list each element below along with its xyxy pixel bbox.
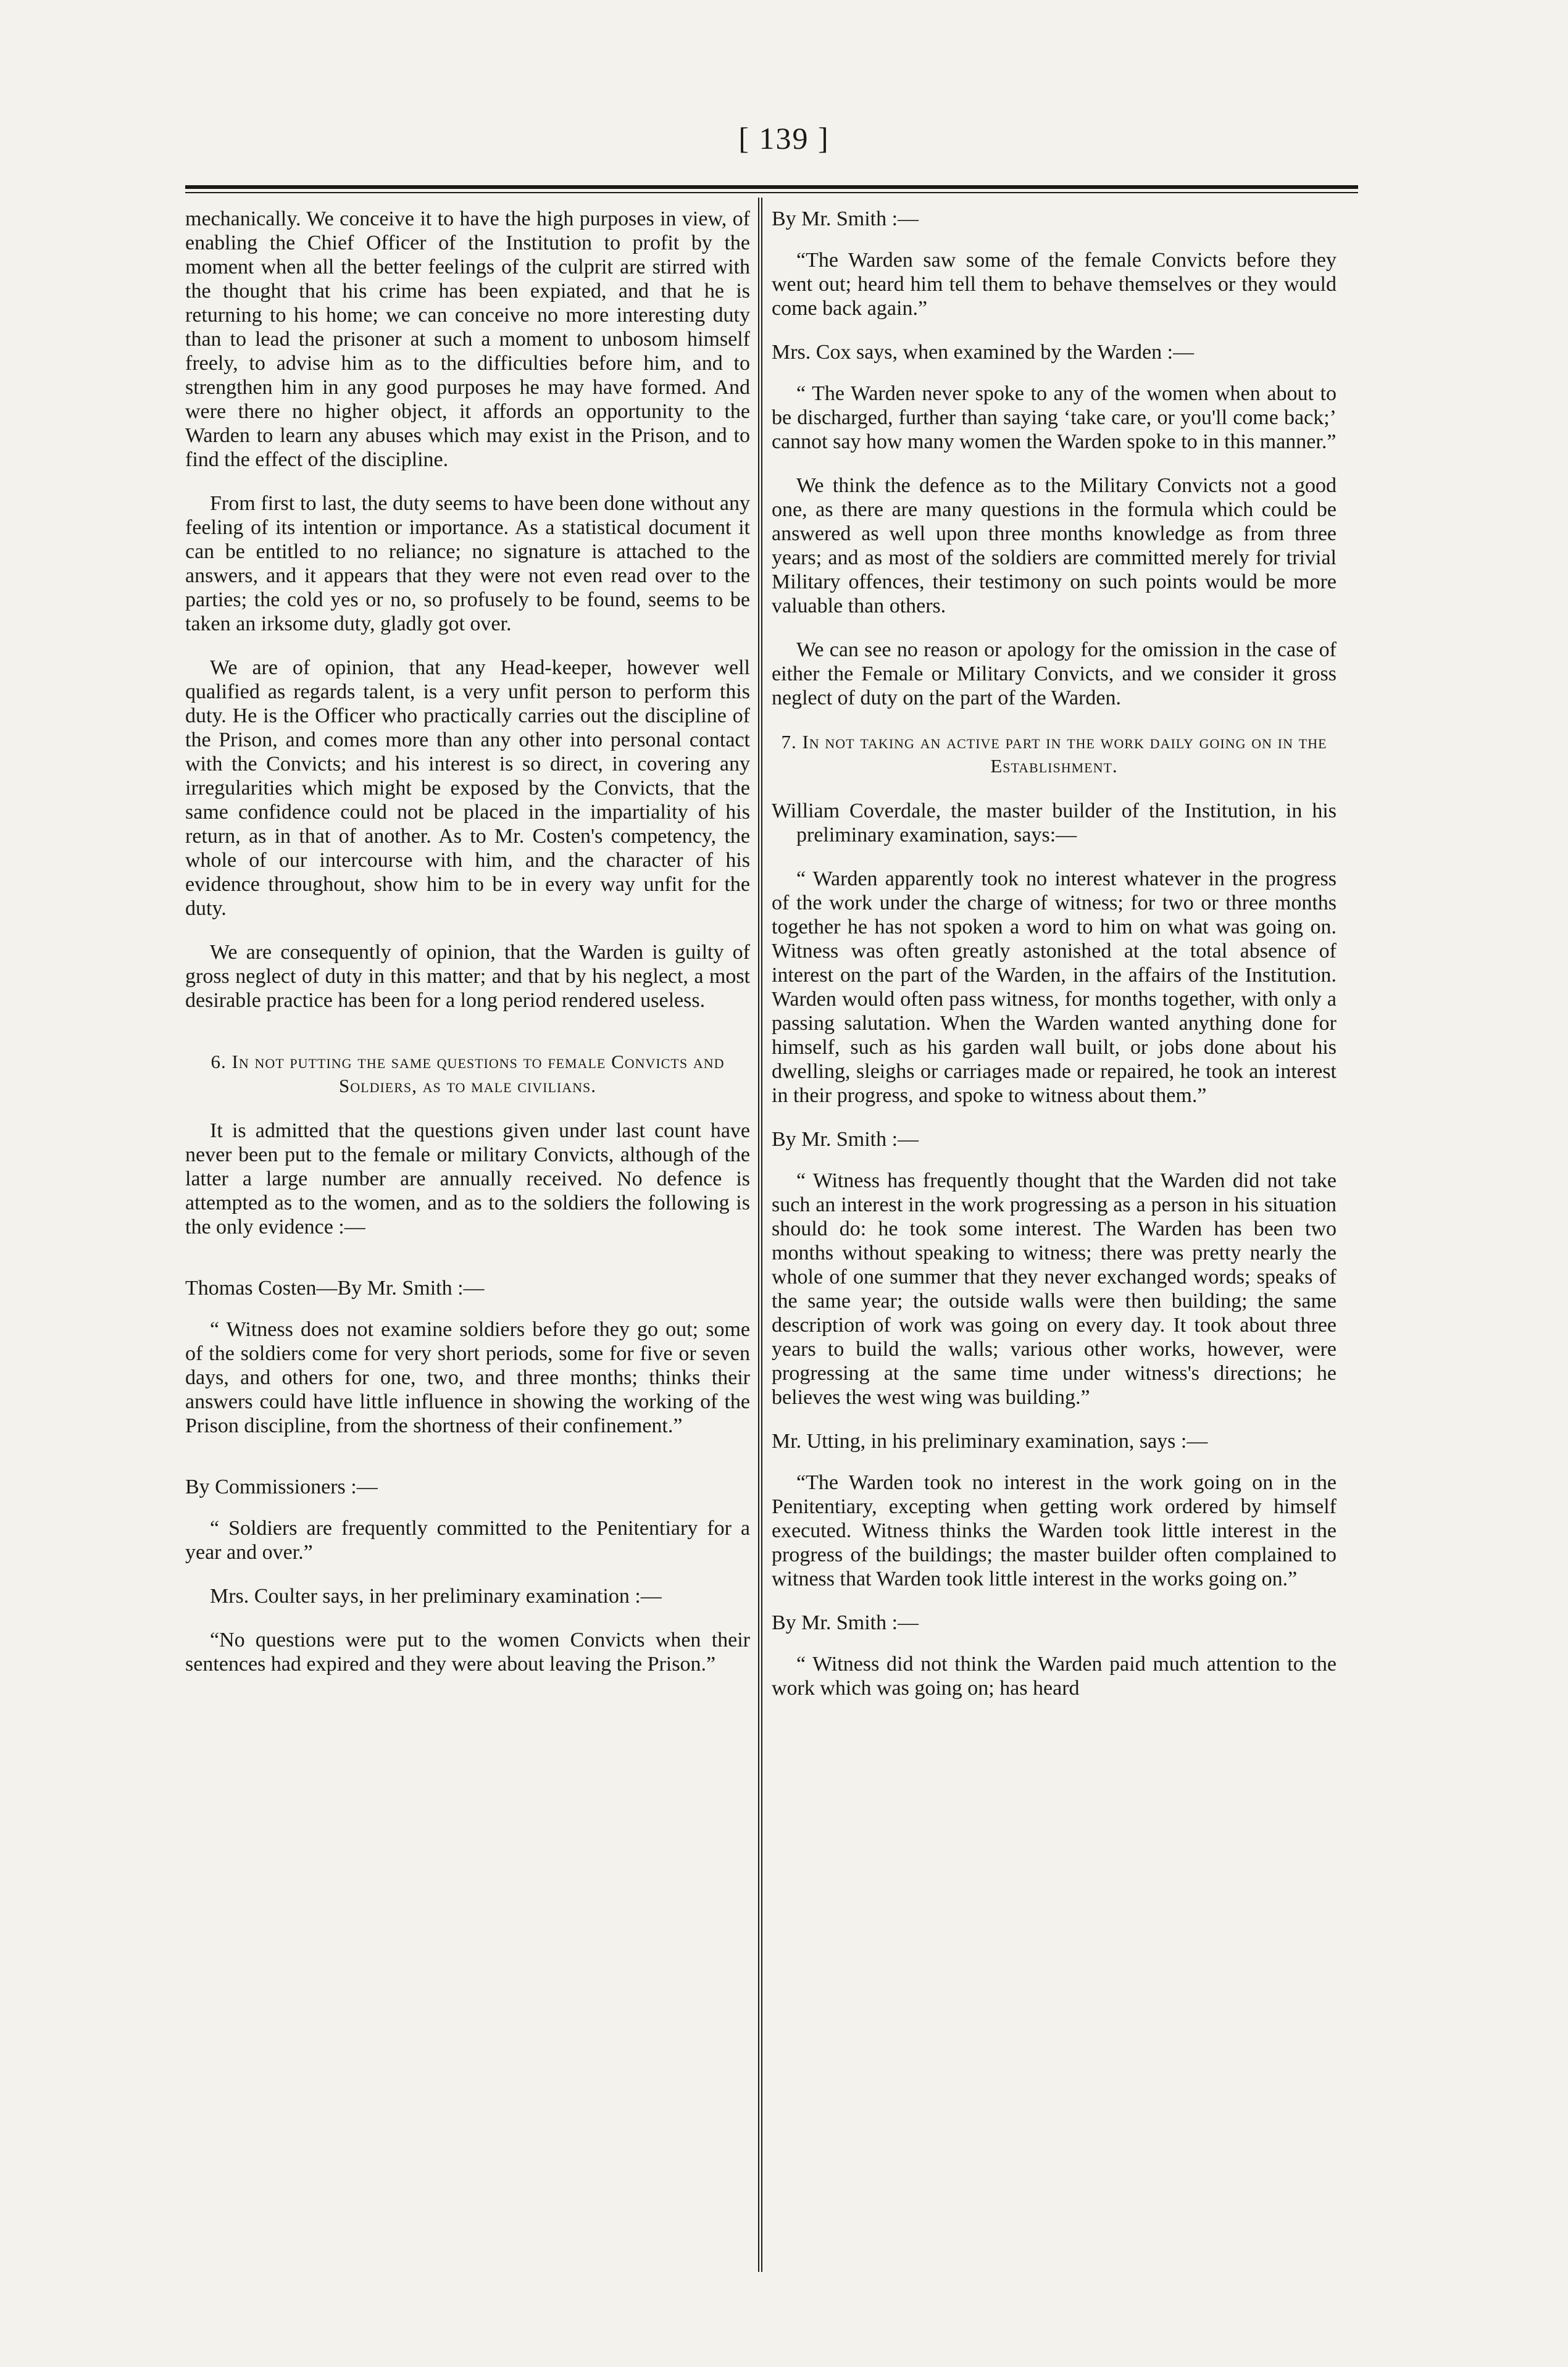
paragraph: We can see no reason or apology for the omission in the case of either the Female or Military Convicts, and we consider it gross neglect of duty on the part of the Warden. [772, 638, 1337, 709]
speaker-line: By Mr. Smith :— [772, 1128, 919, 1151]
quotation: “The Warden took no interest in the work going on in the Penitentiary, excepting when getting work ordered by himself executed. Witness thinks the Warden took little interest in the progress of the buildings; the master builder often complained to witness that Warden took little interest in the works going on.” [772, 1471, 1337, 1590]
page-number: [ 139 ] [738, 121, 830, 156]
section-heading: 6. In not putting the same questions to female Convicts and Soldiers, as to male civilians. [211, 1051, 725, 1096]
speaker-line: Mr. Utting, in his preliminary examination, says :— [772, 1430, 1208, 1453]
speaker-line: By Commissioners :— [185, 1476, 378, 1498]
quotation: “ Soldiers are frequently committed to the Penitentiary for a year and over.” [185, 1517, 750, 1564]
section-heading: 7. In not taking an active part in the work daily going on in the Establishment. [781, 731, 1327, 777]
paragraph: We are consequently of opinion, that the Warden is guilty of gross neglect of duty in this matter; and that by his neglect, a most desirable practice has been for a long period rendered useless. [185, 941, 750, 1012]
left-column [185, 207, 750, 1696]
paragraph: Mrs. Coulter says, in her preliminary examination :— [210, 1585, 662, 1608]
quotation: “ Witness does not examine soldiers before they go out; some of the soldiers come for very short periods, some for five or seven days, and others for one, two, and three months; thinks their answers could have little influence in showing the working of the Prison discipline, from the shortness of their confinement.” [185, 1318, 750, 1437]
speaker-line: Thomas Costen—By Mr. Smith :— [185, 1277, 485, 1300]
paragraph: We are of opinion, that any Head-keeper, however well qualified as regards talent, is a very unfit person to perform this duty. He is the Officer who practically carries out the discipline of the Prison, and comes more than any other into personal contact with the Convicts; and his interest is so direct, in covering any irregularities which might be exposed by the Convicts, that the same confidence could not be placed in the impartiality of his return, as in that of another. As to Mr. Costen's competency, the whole of our intercourse with him, and the character of his evidence throughout, show him to be in every way unfit for the duty. [185, 656, 750, 920]
right-column [772, 207, 1337, 1720]
column-divider [758, 198, 762, 2272]
quotation: “No questions were put to the women Convicts when their sentences had expired and they were about leaving the Prison.” [185, 1629, 750, 1676]
paragraph: We think the defence as to the Military Convicts not a good one, as there are many questions in the formula which could be answered as well upon three months knowledge as from three years; and as most of the soldiers are committed merely for trivial Military offences, their testimony on such points would be more valuable than others. [772, 474, 1337, 617]
quotation: “The Warden saw some of the female Convicts before they went out; heard him tell them to behave themselves or they would come back again.” [772, 249, 1337, 320]
speaker-line: By Mr. Smith :— [772, 207, 919, 230]
paragraph: mechanically. We conceive it to have the high purposes in view, of enabling the Chief Officer of the Institution to profit by the moment when all the better feelings of the culprit are stirred with the thought that his crime has been expiated, and that he is returning to his home; we can conceive no more interesting duty than to lead the prisoner at such a moment to unbosom himself freely, to advise him as to the difficulties before him, and to strengthen him in any good purposes he may have formed. And were there no higher object, it affords an opportunity to the Warden to learn any abuses which may exist in the Prison, and to find the effect of the discipline. [185, 207, 750, 471]
paragraph: From first to last, the duty seems to have been done without any feeling of its intention or importance. As a statistical document it can be entitled to no reliance; no signature is attached to the answers, and it appears that they were not even read over to the parties; the cold yes or no, so profusely to be found, seems to be taken an irksome duty, gladly got over. [185, 492, 750, 635]
speaker-line: Mrs. Cox says, when examined by the Warden :— [772, 341, 1195, 364]
quotation: “ The Warden never spoke to any of the women when about to be discharged, further than saying ‘take care, or you'll come back;’ cannot say how many women the Warden spoke to in this manner.” [772, 382, 1337, 453]
speaker-line: By Mr. Smith :— [772, 1611, 919, 1634]
quotation: “ Witness has frequently thought that the Warden did not take such an interest in the work progressing as a person in his situation should do: he took some interest. The Warden has been two months without speaking to witness; there was pretty nearly the whole of one summer that they never exchanged words; speaks of the same year; the outside walls were then building; the same description of work was going on every day. It took about three years to build the walls; various other works, however, were progressing at the same time under witness's directions; he believes the west wing was building.” [772, 1169, 1337, 1409]
paragraph: It is admitted that the questions given under last count have never been put to the female or military Convicts, although of the latter a large number are annually received. No defence is attempted as to the women, and as to the soldiers the following is the only evidence :— [185, 1119, 750, 1238]
paragraph: William Coverdale, the master builder of the Institution, in his preliminary examination, says:— [772, 799, 1337, 846]
header-rule [185, 185, 1358, 193]
quotation: “ Warden apparently took no interest whatever in the progress of the work under the charge of witness; for two or three months together he has not spoken a word to him on what was going on. Witness was often greatly astonished at the total absence of interest on the part of the Warden, in the affairs of the Institution. Warden would often pass witness, for months together, with only a passing salutation. When the Warden wanted anything done for himself, such as his garden wall built, or jobs done about his dwelling, sleighs or carriages made or repaired, he took an interest in their progress, and spoke to witness about them.” [772, 867, 1337, 1107]
quotation: “ Witness did not think the Warden paid much attention to the work which was going on; has heard [772, 1653, 1337, 1700]
